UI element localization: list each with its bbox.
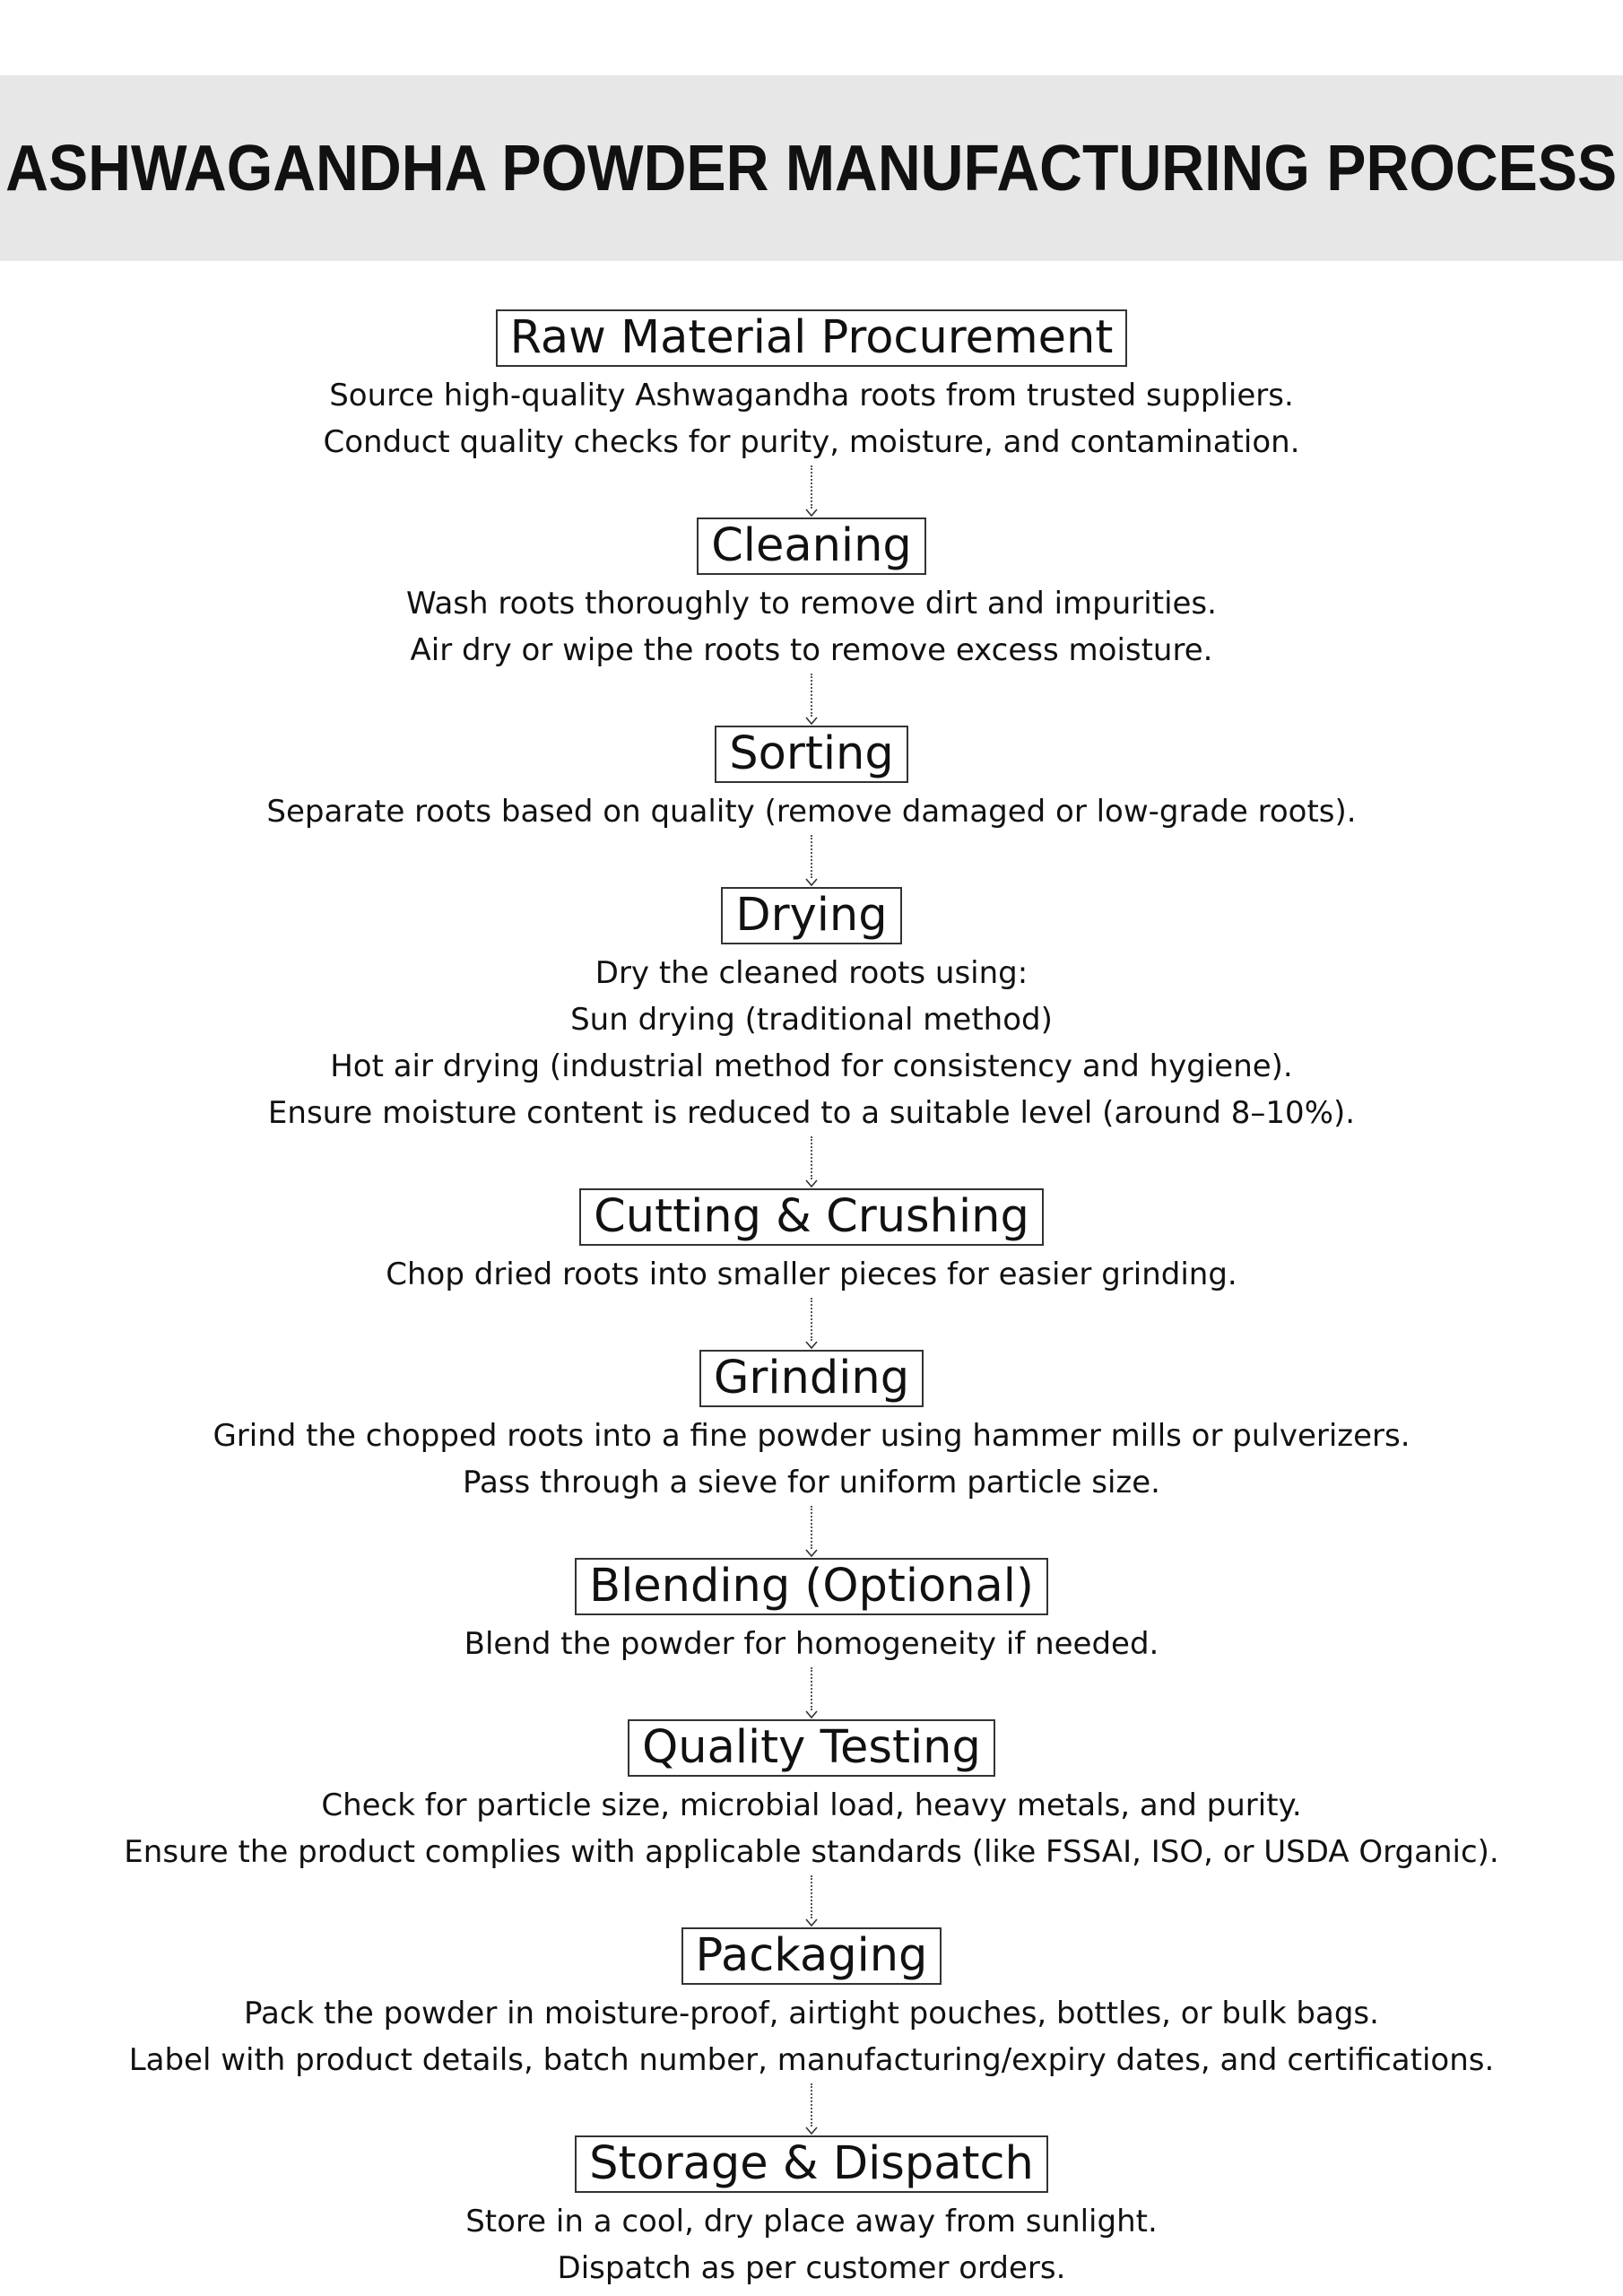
step-description-line: Hot air drying (industrial method for consistency and hygiene). xyxy=(330,1048,1293,1084)
flow-connector xyxy=(803,1875,820,1927)
process-step xyxy=(268,887,1355,1136)
process-step xyxy=(465,2135,1158,2292)
step-description xyxy=(268,950,1355,1136)
flow-connector xyxy=(803,1298,820,1350)
arrow-down-icon xyxy=(805,1918,818,1927)
step-description-line: Ensure the product complies with applicable standards (like FSSAI, ISO, or USDA Organic). xyxy=(124,1834,1499,1870)
process-step xyxy=(129,1927,1495,2083)
step-description-line: Grind the chopped roots into a fine powder using hammer mills or pulverizers. xyxy=(213,1418,1410,1454)
step-heading-box: Cutting & Crushing xyxy=(579,1188,1044,1246)
step-description-line: Dry the cleaned roots using: xyxy=(595,955,1028,991)
step-heading-box: Storage & Dispatch xyxy=(575,2135,1048,2193)
page-title: ASHWAGANDHA POWDER MANUFACTURING PROCESS xyxy=(5,132,1618,204)
step-heading-box: Grinding xyxy=(699,1350,924,1407)
step-description-line: Air dry or wipe the roots to remove excess moisture. xyxy=(410,632,1213,668)
step-description-line: Wash roots thoroughly to remove dirt and impurities. xyxy=(406,586,1217,622)
step-heading-box: Blending (Optional) xyxy=(575,1558,1048,1615)
step-description-line: Store in a cool, dry place away from sunlight. xyxy=(465,2204,1158,2239)
step-description xyxy=(266,788,1356,835)
step-description xyxy=(464,1621,1159,1667)
arrow-down-icon xyxy=(805,509,818,517)
flow-connector xyxy=(803,835,820,887)
connector-dotted-line xyxy=(811,1136,812,1179)
process-step xyxy=(386,1188,1237,1298)
process-step xyxy=(266,726,1356,835)
step-heading-box: Sorting xyxy=(715,726,907,783)
arrow-down-icon xyxy=(805,717,818,726)
step-heading-box: Cleaning xyxy=(697,517,926,575)
flow-connector xyxy=(803,1136,820,1188)
arrow-down-icon xyxy=(805,878,818,887)
title-banner xyxy=(0,75,1623,261)
step-heading-box: Packaging xyxy=(681,1927,942,1985)
step-description-line: Label with product details, batch number, manufacturing/expiry dates, and certifications. xyxy=(128,2042,1495,2078)
arrow-down-icon xyxy=(805,2126,818,2135)
step-description xyxy=(323,372,1299,465)
flow-connector xyxy=(803,1667,820,1719)
connector-dotted-line xyxy=(811,465,812,509)
process-step xyxy=(124,1719,1498,1875)
step-description-line: Ensure moisture content is reduced to a suitable level (around 8–10%). xyxy=(267,1095,1356,1131)
step-description xyxy=(406,580,1217,674)
connector-dotted-line xyxy=(811,2083,812,2126)
connector-dotted-line xyxy=(811,1875,812,1918)
arrow-down-icon xyxy=(805,1179,818,1188)
step-heading-box: Raw Material Procurement xyxy=(496,309,1128,367)
step-description-line: Blend the powder for homogeneity if needed. xyxy=(464,1626,1159,1662)
flow-connector xyxy=(803,465,820,517)
connector-dotted-line xyxy=(811,674,812,717)
step-description xyxy=(124,1782,1498,1875)
step-description-line: Conduct quality checks for purity, moisture, and contamination. xyxy=(323,424,1300,460)
flow-connector xyxy=(803,1506,820,1558)
step-description xyxy=(465,2198,1158,2292)
step-description xyxy=(213,1413,1410,1506)
step-description-line: Pass through a sieve for uniform particle size. xyxy=(463,1465,1160,1500)
connector-dotted-line xyxy=(811,1506,812,1549)
step-description-line: Pack the powder in moisture-proof, airtight pouches, bottles, or bulk bags. xyxy=(244,1996,1379,2031)
step-description-line: Chop dried roots into smaller pieces for easier grinding. xyxy=(386,1257,1237,1292)
step-heading-box: Quality Testing xyxy=(628,1719,995,1777)
step-description-line: Dispatch as per customer orders. xyxy=(557,2250,1066,2286)
step-description xyxy=(386,1251,1237,1298)
step-heading-box: Drying xyxy=(721,887,901,944)
flow-connector xyxy=(803,2083,820,2135)
process-step xyxy=(323,309,1299,465)
process-step xyxy=(213,1350,1410,1506)
process-flowchart xyxy=(0,309,1623,2292)
connector-dotted-line xyxy=(811,835,812,878)
arrow-down-icon xyxy=(805,1341,818,1350)
process-step xyxy=(406,517,1217,674)
arrow-down-icon xyxy=(805,1549,818,1558)
connector-dotted-line xyxy=(811,1298,812,1341)
arrow-down-icon xyxy=(805,1710,818,1719)
step-description-line: Source high-quality Ashwagandha roots from trusted suppliers. xyxy=(329,378,1294,413)
step-description-line: Check for particle size, microbial load, heavy metals, and purity. xyxy=(321,1787,1302,1823)
step-description-line: Sun drying (traditional method) xyxy=(570,1002,1053,1038)
step-description xyxy=(129,1990,1495,2083)
connector-dotted-line xyxy=(811,1667,812,1710)
flow-connector xyxy=(803,674,820,726)
process-step xyxy=(464,1558,1159,1667)
step-description-line: Separate roots based on quality (remove damaged or low-grade roots). xyxy=(266,794,1357,830)
